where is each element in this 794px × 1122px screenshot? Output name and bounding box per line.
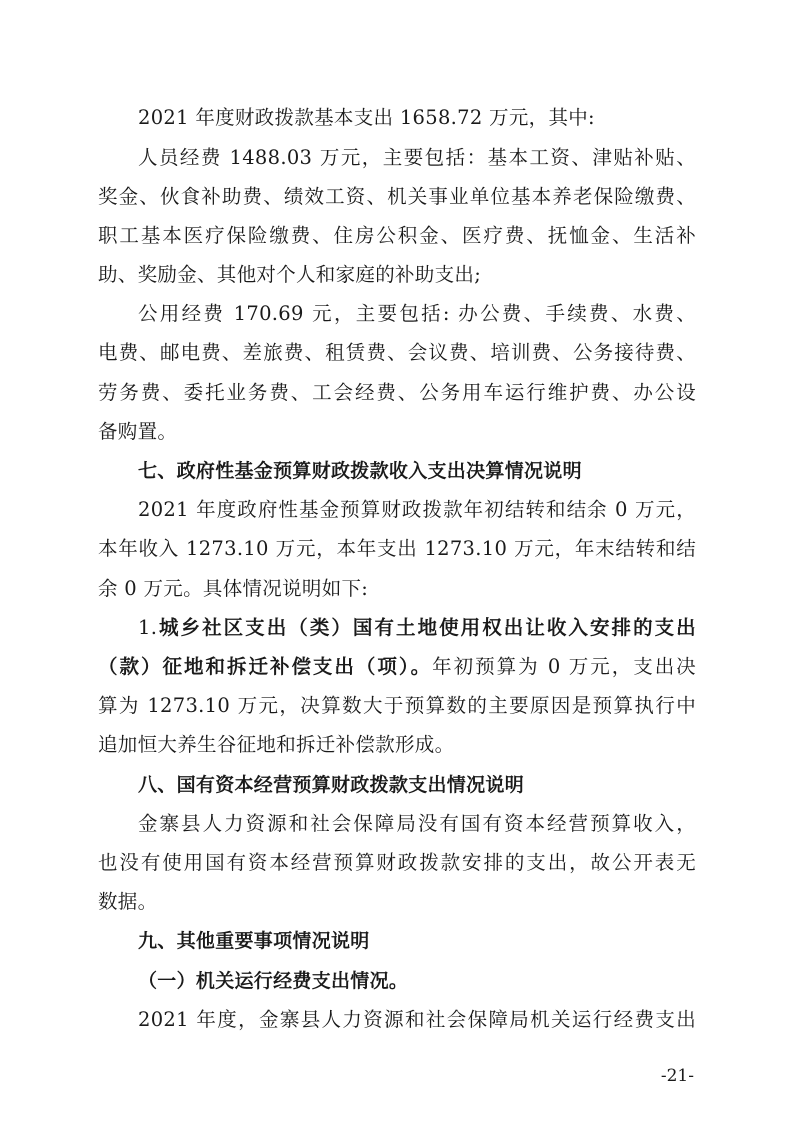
paragraph-line: 备购置。: [98, 420, 178, 443]
paragraph-line: 本年收入 1273.10 万元，本年支出 1273.10 万元，年末结转和结: [98, 537, 696, 560]
paragraph-line: 2021 年度财政拨款基本支出 1658.72 万元，其中:: [138, 106, 595, 129]
paragraph-line: 电费、邮电费、差旅费、租赁费、会议费、培训费、公务接待费、: [98, 341, 696, 364]
paragraph-line: 助、奖励金、其他对个人和家庭的补助支出;: [98, 263, 482, 286]
paragraph-line: 奖金、伙食补助费、绩效工资、机关事业单位基本养老保险缴费、: [98, 185, 696, 208]
paragraph-line: 余 0 万元。具体情况说明如下:: [98, 577, 369, 600]
paragraph-line: 人员经费 1488.03 万元，主要包括：基本工资、津贴补贴、: [138, 146, 696, 169]
paragraph-line: 追加恒大养生谷征地和拆迁补偿款形成。: [98, 733, 455, 756]
paragraph-line: 劳务费、委托业务费、工会经费、公务用车运行维护费、办公设: [98, 381, 696, 404]
bold-heading-text: 城乡社区支出（类）国有土地使用权出让收入安排的支出: [157, 616, 696, 639]
bold-heading-text: （款）征地和拆迁补偿支出（项）。: [98, 655, 433, 678]
body-text: 年初预算为 0 万元，支出决: [432, 655, 696, 678]
section-heading: 九、其他重要事项情况说明: [138, 930, 370, 952]
section-heading: 七、政府性基金预算财政拨款收入支出决算情况说明: [138, 460, 582, 482]
paragraph-line: 公用经费 170.69 元，主要包括: 办公费、手续费、水费、: [138, 302, 696, 325]
subsection-heading-line: [138, 616, 696, 640]
paragraph-line: 2021 年度，金寨县人力资源和社会保障局机关运行经费支出: [138, 1008, 696, 1031]
paragraph-line: 算为 1273.10 万元，决算数大于预算数的主要原因是预算执行中: [98, 694, 696, 717]
list-number: 1.: [138, 616, 158, 639]
page-number: -21-: [660, 1066, 694, 1086]
paragraph-line: 也没有使用国有资本经营预算财政拨款安排的支出，故公开表无: [98, 851, 696, 874]
paragraph-line: 金寨县人力资源和社会保障局没有国有资本经营预算收入，: [138, 812, 696, 835]
paragraph-line: 职工基本医疗保险缴费、住房公积金、医疗费、抚恤金、生活补: [98, 224, 696, 247]
paragraph-line: 数据。: [98, 890, 158, 913]
section-heading: 八、国有资本经营预算财政拨款支出情况说明: [138, 774, 525, 796]
subsection-heading: （一）机关运行经费支出情况。: [138, 970, 409, 992]
paragraph-line: 2021 年度政府性基金预算财政拨款年初结转和结余 0 万元，: [138, 498, 696, 521]
paragraph-line: [98, 655, 696, 679]
